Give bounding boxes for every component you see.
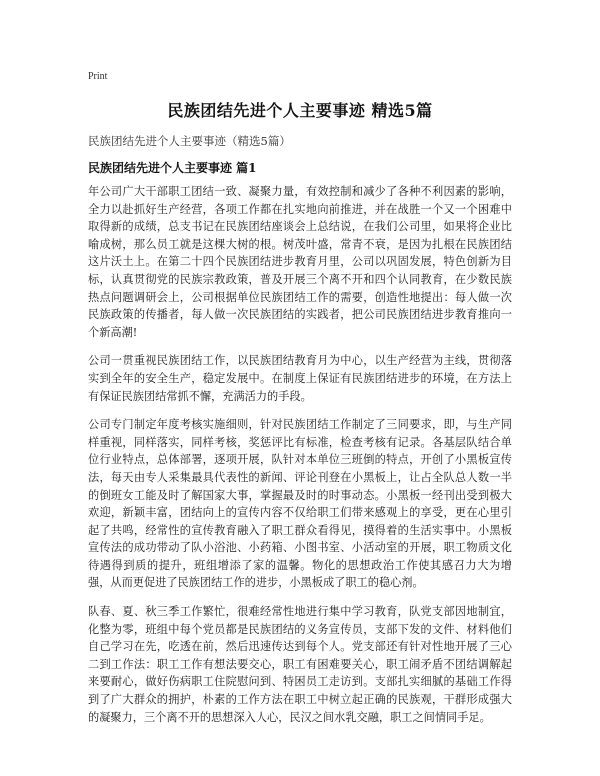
document-subtitle: 民族团结先进个人主要事迹（精选5篇） (88, 134, 291, 148)
body-paragraph: 年公司广大干部职工团结一致、凝聚力量，有效控制和减少了各种不利因素的影响，全力以赴抓好生产经营，各项工作都在扎实地向前推进，并在战胜一个又一个困难中取得新的成绩，总支书记在民族团结座谈会上总结说，在我们公司里，如果将企业比喻成树，那么员工就是这棵大树的根。树茂叶盛，常青不衰，是因为扎根在民族团结这片沃土上。在第二十四个民族团结进步教育月里，公司以巩固发展，特色创新为目标，认真贯彻党的民族宗教政策，普及开展三个离不开和四个认同教育，在少数民族热点问题调研会上，公司根据单位民族团结工作的需要，创造性地提出：每人做一次民族政策的传播者，每人做一次民族团结的实践者，把公司民族团结进步教育推向一个新高潮! (88, 185, 512, 339)
section-heading: 民族团结先进个人主要事迹 篇1 (88, 161, 257, 175)
document-title: 民族团结先进个人主要事迹 精选5篇 (167, 101, 433, 120)
body-paragraph: 公司专门制定年度考核实施细则，针对民族团结工作制定了三同要求，即，与生产同样重视，同样落实，同样考核，奖惩评比有标准，检查考核有记录。各基层队结合单位行业特点，总体部署，逐项开展，队针对本单位三班倒的特点，开创了小黑板宣传法，每天由专人采集最具代表性的新闻、评论刊登在小黑板上，让占全队总人数一半的倒班女工能及时了解国家大事，掌握最及时的时事动态。小黑板一经刊出受到极大欢迎，新颖丰富，团结向上的宣传内容不仅给职工们带来感观上的享受，更在心里引起了共鸣，经常性的宣传教育融入了职工群众看得见，摸得着的生活实事中。小黑板宣传法的成功带动了队小浴池、小药箱、小图书室、小活动室的开展，职工物质文化待遇得到质的提升，班组增添了家的温馨。物化的思想政治工作使其感召力大为增强，从而更促进了民族团结工作的进步，小黑板成了职工的稳心剂。 (88, 418, 512, 590)
body-paragraph: 公司一贯重视民族团结工作，以民族团结教育月为中心，以生产经营为主线，贯彻落实到全年的安全生产，稳定发展中。在制度上保证有民族团结进步的环境，在方法上有保证民族团结常抓不懈，充满活力的手段。 (88, 354, 512, 403)
body-paragraph: 队春、夏、秋三季工作繁忙，很难经常性地进行集中学习教育，队党支部因地制宜，化整为零，班组中每个党员都是民族团结的义务宣传员，支部下发的文件、材料他们自己学习在先，吃透在前，然后迅速传达到每个人。党支部还有针对性地开展了三心二到工作法：职工工作有想法要交心，职工有困难要关心，职工闹矛盾不团结调解起来要耐心，做好伤病职工住院慰问到、特困员工走访到。支部扎实细腻的基础工作得到了广大群众的拥护，朴素的工作方法在职工中树立起正确的民族观，干群形成强大的凝聚力，三个离不开的思想深入人心，民汉之间水乳交融，职工之间情同手足。 (88, 605, 512, 724)
print-label[interactable]: Print (88, 71, 108, 82)
document-body (88, 183, 512, 737)
